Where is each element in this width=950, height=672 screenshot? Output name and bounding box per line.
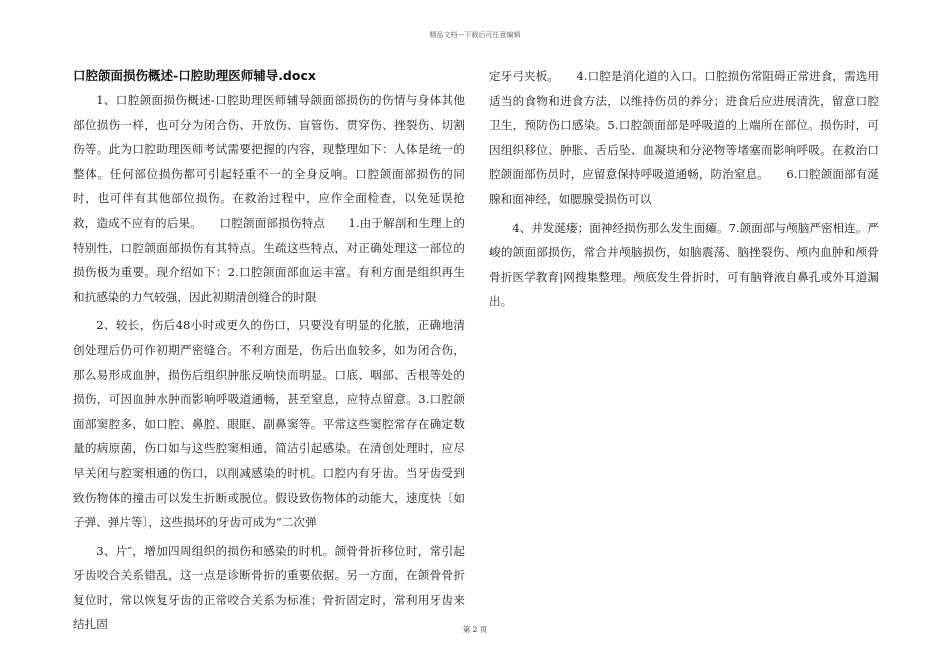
right-column [489, 64, 879, 318]
paragraph-1: 1、口腔颌面损伤概述-口腔助理医师辅导颌面部损伤的伤情与身体其他部位损伤一样，也可分为闭合伤、开放伤、盲管伤、贯穿伤、挫裂伤、切割伤等。此为口腔助理医师考试需要把握的内容，现整理如下：人体是统一的整体。任何部位损伤都可引起轻重不一的全身反响。口腔颌面部损伤的同时，也可伴有其他部位损伤。在救治过程中，应作全面检查，以免延误抢救，造成不应有的后果。 口腔颌面部损伤特点 1.由于解剖和生理上的特别性，口腔颌面部损伤有其特点。生疏这些特点，对正确处理这一部位的损伤极为重要。现介绍如下：2.口腔颌面部血运丰富。有利方面是组织再生和抗感染的力气较强，因此初期清创缝合的时限 [73, 93, 465, 304]
page-header-note: 精品文档---下载后可任意编辑 [429, 31, 521, 39]
paragraph-4: 4、并发涎瘘；面神经损伤那么发生面瘫。7.颌面部与颅脑严密相连。严峻的颌面部损伤，常合并颅脑损伤，如脑震荡、脑挫裂伤、颅内血肿和颅骨骨折医学教育|网搜集整理。颅底发生骨折时，可有脑脊液自鼻孔或外耳道漏出。 [489, 220, 879, 309]
paragraph-3-continued: 定牙弓夹板。 4.口腔是消化道的入口。口腔损伤常阻碍正常进食，需选用适当的食物和进食方法，以维持伤员的养分；进食后应进展清洗，留意口腔卫生，预防伤口感染。5.口腔颌面部是呼吸道的上端所在部位。损伤时，可因组织移位、肿胀、舌后坠、血凝块和分泌物等堵塞而影响呼吸。在救治口腔颌面部伤员时，应留意保持呼吸道通畅，防治窒息。 6.口腔颌面部有涎腺和面神经，如腮腺受损伤可以 [489, 69, 879, 206]
page-number: 第 2 页 [462, 625, 488, 634]
left-column [73, 64, 465, 641]
document-title: 口腔颌面损伤概述-口腔助理医师辅导.docx [73, 68, 316, 83]
paragraph-3: 3、片″，增加四周组织的损伤和感染的时机。颌骨骨折移位时，常引起牙齿咬合关系错乱，这一点是诊断骨折的重要依据。另一方面，在颌骨骨折复位时，常以恢复牙齿的正常咬合关系为标准；骨折固定时，常利用牙齿来结扎固 [73, 543, 465, 632]
paragraph-2: 2、较长，伤后48小时或更久的伤口，只要没有明显的化脓，正确地清创处理后仍可作初期严密缝合。不利方面是，伤后出血较多，如为闭合伤，那么易形成血肿，损伤后组织肿胀反响快而明显。口底、咽部、舌根等处的损伤，可因血肿水肿而影响呼吸道通畅，甚至窒息，应特点留意。3.口腔颌面部窦腔多，如口腔、鼻腔、眼眶、副鼻窦等。平常这些窦腔常存在确定数量的病原菌，伤口如与这些腔窦相通，简洁引起感染。在清创处理时，应尽早关闭与腔窦相通的伤口，以削减感染的时机。口腔内有牙齿。当牙齿受到致伤物体的撞击可以发生折断或脱位。假设致伤物体的动能大，速度快〔如子弹、弹片等〕，这些损坏的牙齿可成为“二次弹 [73, 318, 465, 530]
